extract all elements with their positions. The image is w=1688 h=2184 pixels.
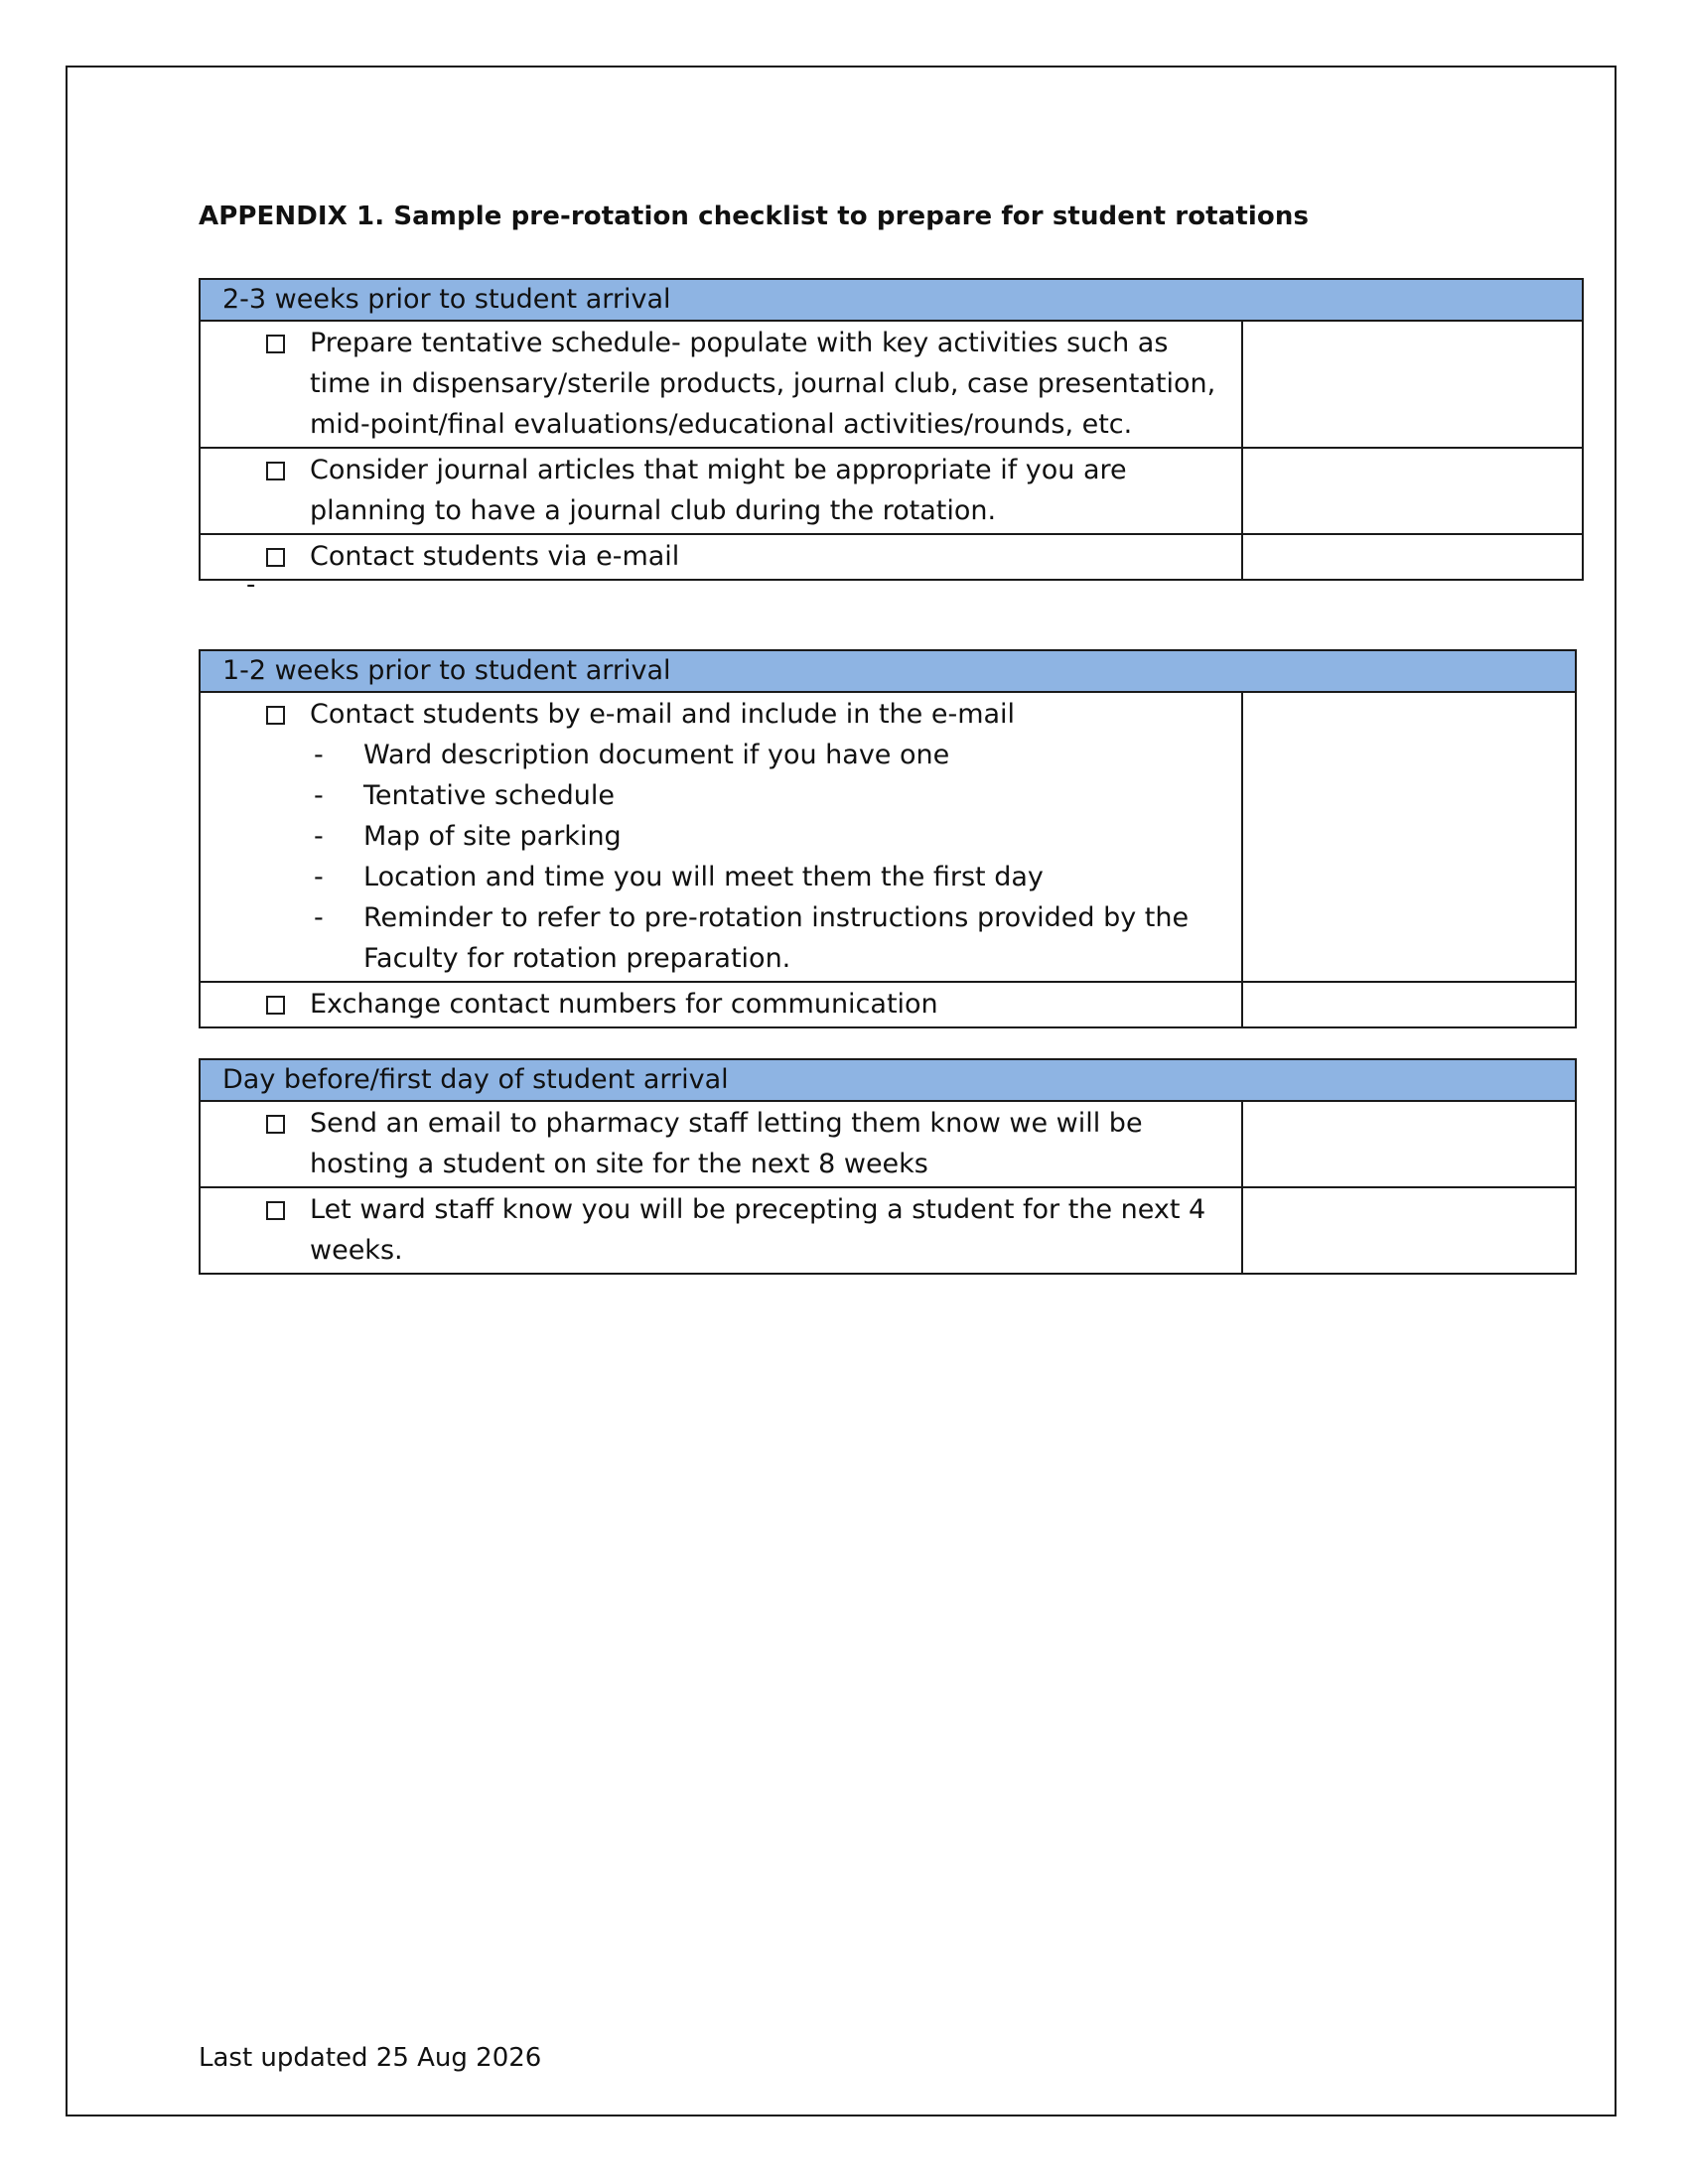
checkbox[interactable] bbox=[266, 706, 285, 725]
dash-bullet: - bbox=[314, 902, 324, 933]
row-notes-cell bbox=[1243, 693, 1575, 981]
checklist-item bbox=[266, 450, 1241, 531]
list-item bbox=[314, 775, 1241, 816]
sub-item-list bbox=[266, 735, 1241, 979]
sub-item-text: Map of site parking bbox=[363, 821, 622, 852]
row-main-cell bbox=[201, 1102, 1243, 1186]
item-text: Prepare tentative schedule- populate with key activities such as time in dispensary/sterile products, journal club, case presentation, mid-point/final evaluations/educational activities/rounds, etc. bbox=[310, 328, 1216, 440]
table-row bbox=[201, 1102, 1575, 1188]
row-main-cell bbox=[201, 693, 1243, 981]
item-text: Contact students via e-mail bbox=[310, 541, 680, 572]
checkbox[interactable] bbox=[266, 996, 285, 1015]
section-header: Day before/first day of student arrival bbox=[201, 1060, 1575, 1102]
checkbox[interactable] bbox=[266, 548, 285, 567]
table-row bbox=[201, 535, 1582, 579]
checklist-item bbox=[266, 323, 1241, 445]
list-item bbox=[314, 735, 1241, 775]
checklist-item bbox=[266, 694, 1241, 735]
table-row bbox=[201, 693, 1575, 983]
page-title: APPENDIX 1. Sample pre-rotation checklist to prepare for student rotations bbox=[199, 202, 1310, 231]
item-text: Send an email to pharmacy staff letting them know we will be hosting a student on site for the next 8 weeks bbox=[310, 1108, 1143, 1179]
row-notes-cell bbox=[1243, 1102, 1575, 1186]
list-item bbox=[314, 897, 1241, 979]
checklist-table-1-2-weeks bbox=[199, 649, 1577, 1028]
checklist-table-day-before bbox=[199, 1058, 1577, 1275]
checkbox[interactable] bbox=[266, 335, 285, 353]
checklist-item bbox=[266, 536, 1241, 577]
checkbox[interactable] bbox=[266, 1115, 285, 1134]
checkbox[interactable] bbox=[266, 462, 285, 480]
dash-bullet: - bbox=[314, 862, 324, 892]
list-item bbox=[314, 857, 1241, 897]
stray-dash: - bbox=[246, 570, 256, 600]
table-row bbox=[201, 322, 1582, 449]
row-notes-cell bbox=[1243, 1188, 1575, 1273]
row-notes-cell bbox=[1243, 535, 1582, 579]
checklist-table-2-3-weeks bbox=[199, 278, 1584, 581]
row-notes-cell bbox=[1243, 983, 1575, 1026]
checklist-item bbox=[266, 984, 1241, 1024]
section-header: 2-3 weeks prior to student arrival bbox=[201, 280, 1582, 322]
row-main-cell bbox=[201, 322, 1243, 447]
table-row bbox=[201, 1188, 1575, 1273]
row-main-cell bbox=[201, 983, 1243, 1026]
section-header: 1-2 weeks prior to student arrival bbox=[201, 651, 1575, 693]
list-item bbox=[314, 816, 1241, 857]
table-row bbox=[201, 449, 1582, 535]
row-main-cell bbox=[201, 1188, 1243, 1273]
row-notes-cell bbox=[1243, 449, 1582, 533]
item-text: Consider journal articles that might be appropriate if you are planning to have a journal club during the rotation. bbox=[310, 455, 1127, 526]
last-updated-footer: Last updated 25 Aug 2026 bbox=[199, 2043, 542, 2073]
row-main-cell bbox=[201, 449, 1243, 533]
checklist-item bbox=[266, 1189, 1241, 1271]
dash-bullet: - bbox=[314, 780, 324, 811]
sub-item-text: Reminder to refer to pre-rotation instructions provided by the Faculty for rotation preparation. bbox=[363, 902, 1190, 974]
dash-bullet: - bbox=[314, 740, 324, 770]
table-row bbox=[201, 983, 1575, 1026]
row-main-cell bbox=[201, 535, 1243, 579]
checklist-item bbox=[266, 1103, 1241, 1184]
checkbox[interactable] bbox=[266, 1201, 285, 1220]
sub-item-text: Tentative schedule bbox=[363, 780, 616, 811]
sub-item-text: Location and time you will meet them the first day bbox=[363, 862, 1044, 892]
row-notes-cell bbox=[1243, 322, 1582, 447]
item-text: Exchange contact numbers for communication bbox=[310, 989, 938, 1020]
sub-item-text: Ward description document if you have one bbox=[363, 740, 950, 770]
item-text: Let ward staff know you will be precepting a student for the next 4 weeks. bbox=[310, 1194, 1206, 1266]
item-text: Contact students by e-mail and include in the e-mail bbox=[310, 699, 1016, 730]
dash-bullet: - bbox=[314, 821, 324, 852]
